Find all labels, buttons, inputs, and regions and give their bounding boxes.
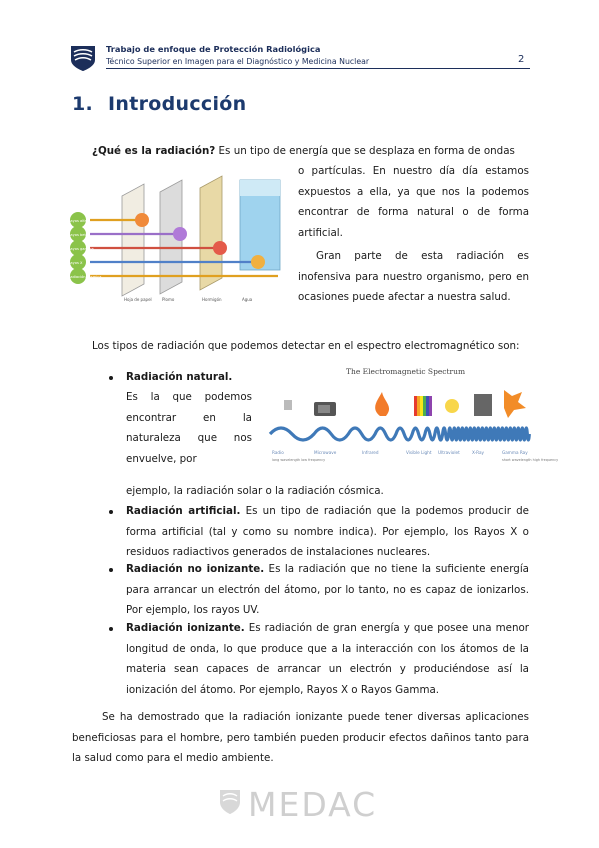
radiation-source-label: Rayos X	[68, 261, 83, 265]
natural-body-end: ejemplo, la radiación solar o la radiación cósmica.	[126, 485, 384, 497]
artificial-body: Es un tipo de radiación que la podemos producir de forma artificial (tal y como su nombre indica). Por ejemplo, los Rayos X o residuos radiactivos generados de instalaciones nucleares.	[126, 505, 529, 558]
section-number: 1.	[72, 93, 94, 115]
intro-paragraph-2: Gran parte de esta radiación es inofensiva para nuestro organismo, pero en ocasiones puede afectar a nuestra salud.	[298, 250, 529, 303]
list-bullet	[109, 568, 113, 572]
header-title: Trabajo de enfoque de Protección Radiológica	[106, 44, 321, 54]
natural-body: Es la que podemos encontrar en la naturaleza que nos envuelve, por	[126, 391, 252, 465]
spectrum-band-caption: short wavelength high frequency	[502, 458, 559, 462]
medac-footer-logo	[218, 786, 378, 822]
intro-first-line-text: Es un tipo de energía que se desplaza en forma de ondas	[215, 145, 515, 157]
spectrum-band-label: X-Ray	[472, 450, 485, 455]
list-bullet	[109, 510, 113, 514]
intro-first-line	[92, 141, 529, 162]
section-heading	[72, 93, 246, 115]
ionizing-body: Es radiación de gran energía y que posee una menor longitud de onda, lo que produce que a la interacción con los átomos de la materia sean capaces de arrancar un electrón y produciéndose así la ionización del átomo. Por ejemplo, Rayos X o Rayos Gamma.	[126, 622, 530, 696]
spectrum-band-label: Radio	[272, 450, 284, 455]
medac-logo-icon	[70, 44, 96, 72]
barrier-label: Hoja de papel	[124, 297, 152, 302]
spectrum-band-label: Visible Light	[406, 450, 432, 455]
spectrum-title: The Electromagnetic Spectrum	[346, 367, 466, 376]
spectrum-band-label: Microwave	[314, 450, 337, 455]
radiation-source-label: Rayos gamma	[68, 247, 94, 251]
intro-question: ¿Qué es la radiación?	[92, 145, 216, 157]
barrier-label: Hormigón	[202, 297, 222, 302]
radiation-source-label: Rayos beta	[68, 233, 89, 237]
electromagnetic-spectrum-figure	[266, 362, 559, 472]
natural-term: Radiación natural.	[126, 371, 233, 383]
radiation-source-label: Radiación cósmica	[68, 275, 102, 279]
spectrum-band-label: Infrared	[362, 450, 379, 455]
spectrum-band-label: Gamma Ray	[502, 450, 528, 455]
spectrum-wave	[270, 428, 529, 440]
ionizing-item	[126, 618, 529, 700]
section-title: Introducción	[108, 93, 247, 115]
spectrum-band-caption: long wavelength low frequency	[272, 458, 326, 462]
page-number: 2	[518, 54, 525, 65]
barrier-label: Agua	[242, 297, 253, 302]
non-ionizing-body: Es la radiación que no tiene la suficiente energía para arrancar un electrón del átomo, por lo tanto, no es capaz de ionizarlos. Por ejemplo, los rayos UV.	[126, 563, 529, 616]
closing-paragraph: Se ha demostrado que la radiación ionizante puede tener diversas aplicaciones beneficiosas para el hombre, pero también pueden producir efectos dañinos tanto para la salud como para el medio ambiente.	[72, 711, 529, 764]
spectrum-band-label: Ultraviolet	[438, 450, 460, 455]
header-subtitle: Técnico Superior en Imagen para el Diagnóstico y Medicina Nuclear	[106, 57, 370, 66]
header-rule	[106, 68, 530, 69]
ionizing-term: Radiación ionizante.	[126, 622, 245, 634]
radiation-penetration-figure	[60, 174, 290, 304]
list-bullet	[109, 376, 113, 380]
types-intro: Los tipos de radiación que podemos detectar en el espectro electromagnético son:	[92, 340, 520, 352]
list-bullet	[109, 627, 113, 631]
artificial-term: Radiación artificial.	[126, 505, 241, 517]
barrier-label: Plomo	[162, 297, 175, 302]
non-ionizing-term: Radiación no ionizante.	[126, 563, 265, 575]
non-ionizing-item	[126, 559, 529, 621]
radiation-source-label: Rayos alfa	[68, 219, 87, 223]
artificial-item	[126, 501, 529, 563]
footer-brand: MEDAC	[248, 785, 378, 824]
intro-wrapped-text: o partículas. En nuestro día día estamos expuestos a ella, ya que nos la podemos encontrar de forma natural o de forma artificial.	[298, 165, 529, 239]
